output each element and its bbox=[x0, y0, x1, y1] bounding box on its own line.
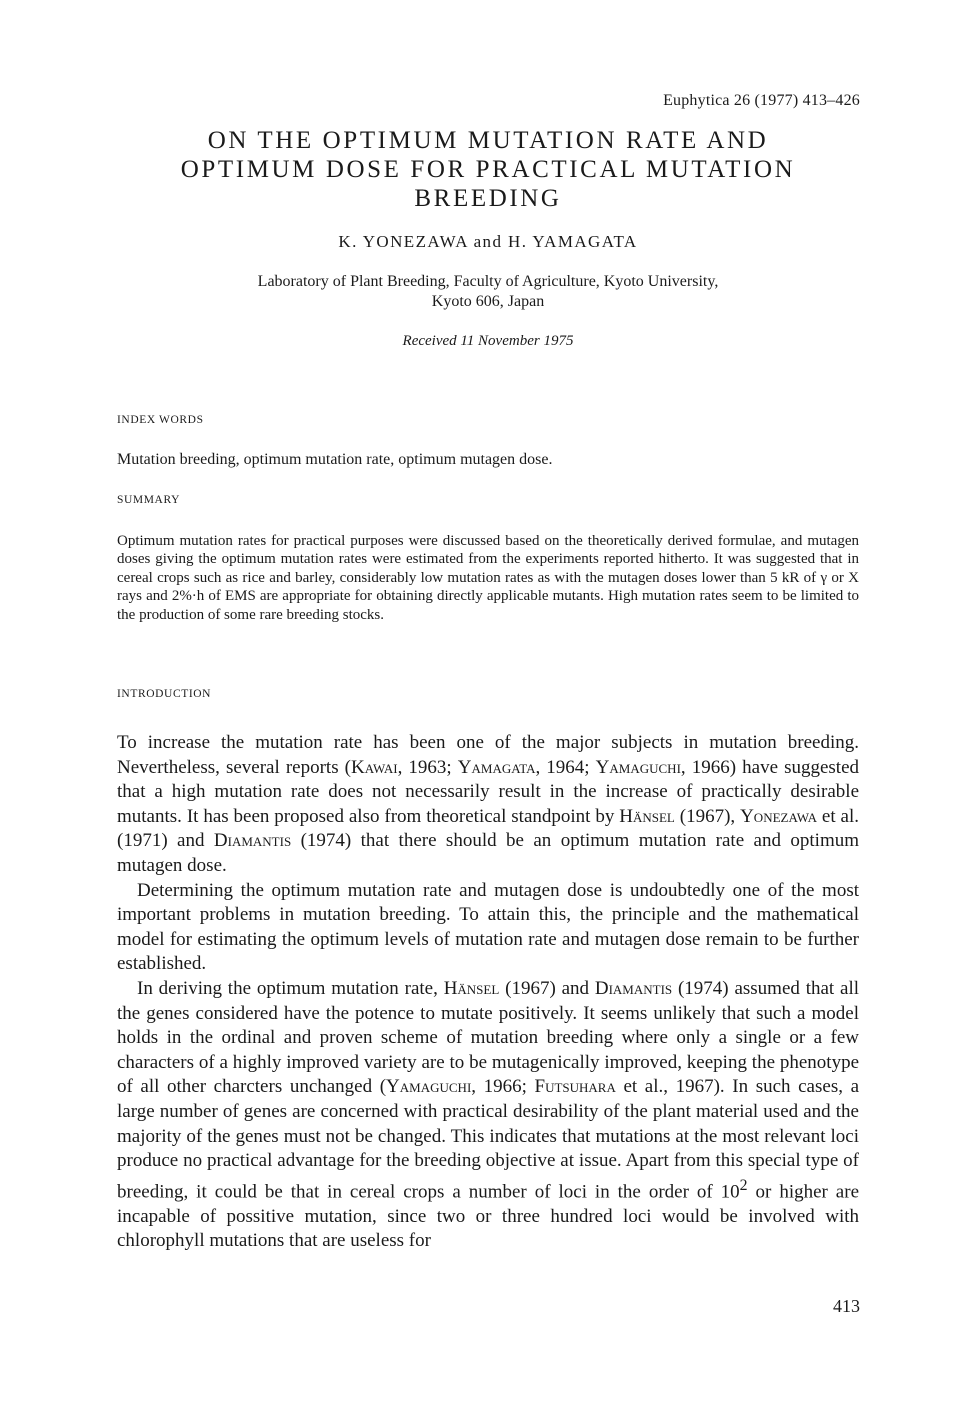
affiliation-line-1: Laboratory of Plant Breeding, Faculty of Agriculture, Kyoto University, bbox=[257, 273, 719, 290]
citation-author: Hänsel bbox=[619, 805, 675, 827]
intro-paragraph-1: To increase the mutation rate has been one of the major subjects in mutation breeding. Nevertheless, several reports (Kawai, 1963; Yamagata, 1964; Yamaguchi, 1966) have suggested that a high mutation rate does not necessarily result in the increase of practically desirable mutants. It has been proposed also from theoretical standpoint by Hänsel (1967), Yonezawa et al. (1971) and Diamantis (1974) that there should be an optimum mutation rate and optimum mutagen dose. bbox=[117, 732, 860, 876]
received-date: Received 11 November 1975 bbox=[402, 333, 574, 349]
title-line-3: BREEDING bbox=[414, 185, 562, 212]
citation-author: Yamaguchi bbox=[386, 1076, 472, 1098]
title-line-2: OPTIMUM DOSE FOR PRACTICAL MUTATION bbox=[180, 156, 796, 183]
citation-author: Yamagata bbox=[457, 756, 536, 778]
intro-paragraph-3: In deriving the optimum mutation rate, Hänsel (1967) and Diamantis (1974) assumed that all the genes considered have the potence to mutate positively. It seems unlikely that such a model holds in the ordinal and proven scheme of mutation breeding where only a single or a few characters of a highly improved variety are to be mutagenically improved, keeping the phenotype of all other charcters unchanged (Yamaguchi, 1966; Futsuhara et al., 1967). In such cases, a large number of genes are concerned with practical desirability of the plant material used and the majority of the genes must not be changed. This indicates that mutations at the most relevant loci produce no practical advantage for the breeding objective at issue. Apart from this special type of breeding, it could be that in cereal crops a number of loci in the order of $10^2$ or higher are incapable of possitive mutation, since two or three hundred loci would be involved with chlorophyll mutations that are useless for bbox=[117, 977, 859, 1252]
citation-author: Diamantis bbox=[594, 977, 673, 999]
journal-reference: Euphytica 26 (1977) 413–426 bbox=[663, 92, 860, 109]
citation-author: Hänsel bbox=[443, 977, 500, 999]
citation-author: Futsuhara bbox=[534, 1076, 616, 1098]
citation-author: Yamaguchi bbox=[595, 756, 681, 778]
intro-paragraph-2: Determining the optimum mutation rate and mutagen dose is undoubtedly one of the most important problems in mutation breeding. To attain this, the principle and the mathematical model for estimating the optimum levels of mutation rate and mutagen dose remain to be further established. bbox=[117, 879, 859, 975]
citation-author: Yonezawa bbox=[740, 805, 818, 827]
citation-author: Diamantis bbox=[213, 830, 292, 852]
affiliation bbox=[0, 272, 976, 312]
paper-title bbox=[0, 126, 976, 213]
page-number: 413 bbox=[833, 1296, 860, 1316]
citation-author: Kawai bbox=[350, 756, 398, 778]
title-line-1: ON THE OPTIMUM MUTATION RATE AND bbox=[207, 127, 769, 154]
introduction-body bbox=[117, 731, 859, 1254]
summary-text: Optimum mutation rates for practical purposes were discussed based on the theoretically derived formulae, and mutagen doses giving the optimum mutation rates were estimated from the experiments reported hitherto. It was suggested that in cereal crops such as rice and barley, considerably low mutation rates as with the mutagen doses lower than 5 kR of γ or X rays and 2%·h of EMS are appropriate for obtaining directly applicable mutants. High mutation rates seem to be limited to the production of some rare breeding stocks. bbox=[117, 533, 859, 623]
introduction-label: INTRODUCTION bbox=[117, 688, 212, 700]
authors: K. YONEZAWA and H. YAMAGATA bbox=[338, 232, 638, 251]
index-words-text: Mutation breeding, optimum mutation rate, optimum mutagen dose. bbox=[117, 451, 553, 468]
superscript-exponent: 2 bbox=[739, 1176, 748, 1194]
index-words-label: INDEX WORDS bbox=[117, 414, 204, 426]
affiliation-line-2: Kyoto 606, Japan bbox=[431, 293, 545, 310]
summary-label: SUMMARY bbox=[117, 494, 180, 506]
